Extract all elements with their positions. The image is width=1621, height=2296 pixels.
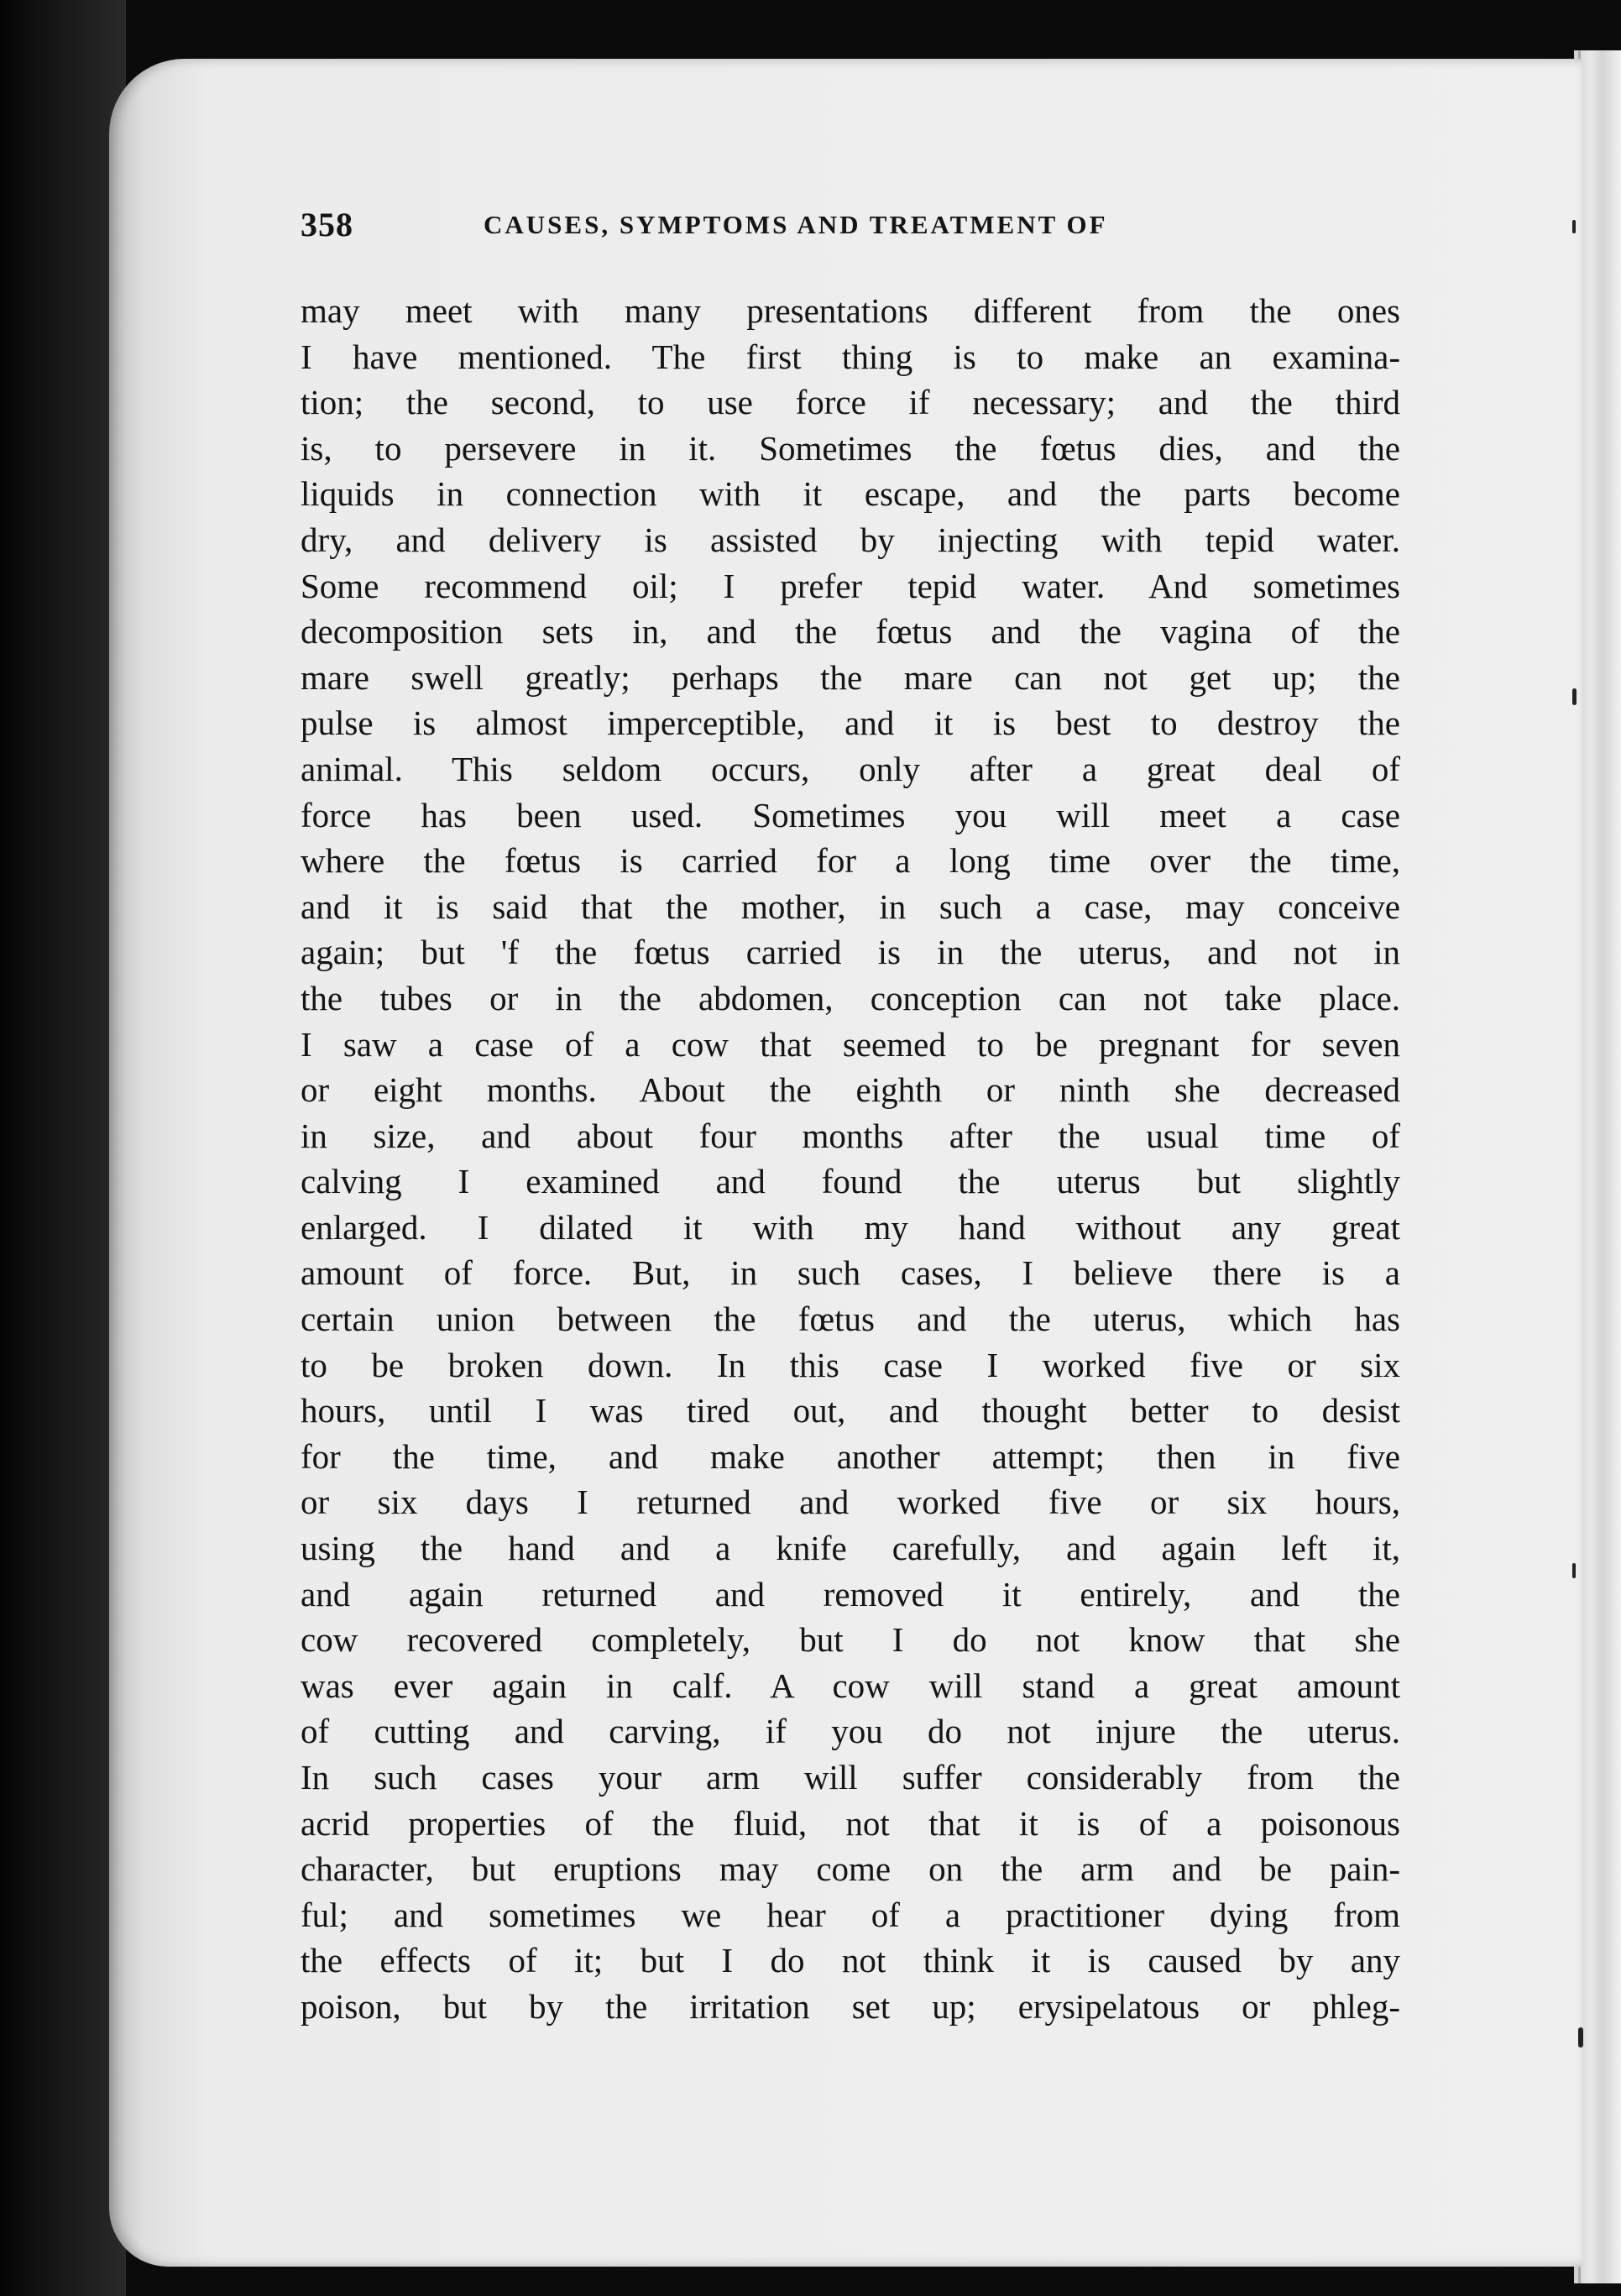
- text-line: again; but 'f the fœtus carried is in the uterus, and not in: [301, 933, 1400, 972]
- book-spine-shadow: [0, 0, 126, 2296]
- text-line: mare swell greatly; perhaps the mare can not get up; the: [301, 657, 1400, 697]
- text-line: I have mentioned. The first thing is to make an examina-: [301, 337, 1400, 376]
- text-line: decomposition sets in, and the fœtus and the vagina of the: [301, 612, 1400, 651]
- text-line: was ever again in calf. A cow will stand a great amount: [301, 1666, 1400, 1705]
- text-line: is, to persevere in it. Sometimes the fœtus dies, and the: [301, 428, 1400, 468]
- text-line: tion; the second, to use force if necessary; and the third: [301, 383, 1400, 422]
- text-line: the tubes or in the abdomen, conception can not take place.: [301, 978, 1400, 1017]
- text-line: where the fœtus is carried for a long time over the time,: [301, 841, 1400, 881]
- text-line: character, but eruptions may come on the arm and be pain-: [301, 1849, 1400, 1889]
- edge-mark: [1572, 1563, 1576, 1578]
- text-line: to be broken down. In this case I worked five or six: [301, 1345, 1400, 1384]
- text-line: dry, and delivery is assisted by injecting with tepid water.: [301, 520, 1400, 559]
- text-line: enlarged. I dilated it with my hand without any great: [301, 1207, 1400, 1247]
- text-line: and again returned and removed it entirely, and the: [301, 1574, 1400, 1613]
- edge-mark: [1572, 688, 1577, 705]
- edge-mark: [1572, 220, 1576, 233]
- text-line: In such cases your arm will suffer considerably from the: [301, 1758, 1400, 1797]
- page-header: [301, 205, 1400, 255]
- text-line: amount of force. But, in such cases, I believe there is a: [301, 1253, 1400, 1293]
- text-line: liquids in connection with it escape, and the parts become: [301, 474, 1400, 514]
- text-line: force has been used. Sometimes you will meet a case: [301, 795, 1400, 834]
- text-line: may meet with many presentations different from the ones: [301, 291, 1400, 330]
- text-line: I saw a case of a cow that seemed to be pregnant for seven: [301, 1024, 1400, 1064]
- text-line: of cutting and carving, if you do not injure the uterus.: [301, 1712, 1400, 1751]
- text-line: hours, until I was tired out, and thought better to desist: [301, 1391, 1400, 1430]
- text-line: and it is said that the mother, in such a case, may conceive: [301, 886, 1400, 926]
- text-line: using the hand and a knife carefully, and again left it,: [301, 1529, 1400, 1568]
- text-line: cow recovered completely, but I do not know that she: [301, 1620, 1400, 1660]
- edge-mark: [1578, 2027, 1583, 2048]
- text-line: animal. This seldom occurs, only after a great deal of: [301, 749, 1400, 788]
- text-line: pulse is almost imperceptible, and it is best to destroy the: [301, 703, 1400, 743]
- body-text: [301, 288, 1400, 2030]
- running-head: CAUSES, SYMPTOMS AND TREATMENT OF: [484, 210, 1108, 239]
- text-line: for the time, and make another attempt; then in five: [301, 1436, 1400, 1476]
- text-line: in size, and about four months after the usual time of: [301, 1116, 1400, 1155]
- text-line: the effects of it; but I do not think it is caused by any: [301, 1941, 1400, 1980]
- text-line: calving I examined and found the uterus but slightly: [301, 1162, 1400, 1201]
- text-line: Some recommend oil; I prefer tepid water. And sometimes: [301, 566, 1400, 605]
- text-line: acrid properties of the fluid, not that it is of a poisonous: [301, 1803, 1400, 1843]
- page-number: 358: [301, 206, 353, 243]
- text-line: or eight months. About the eighth or ninth she decreased: [301, 1070, 1400, 1110]
- text-line: certain union between the fœtus and the uterus, which has: [301, 1300, 1400, 1339]
- text-line: ful; and sometimes we hear of a practitioner dying from: [301, 1895, 1400, 1934]
- text-line: or six days I returned and worked five or six hours,: [301, 1483, 1400, 1522]
- text-line: poison, but by the irritation set up; erysipelatous or phleg-: [301, 1986, 1400, 2026]
